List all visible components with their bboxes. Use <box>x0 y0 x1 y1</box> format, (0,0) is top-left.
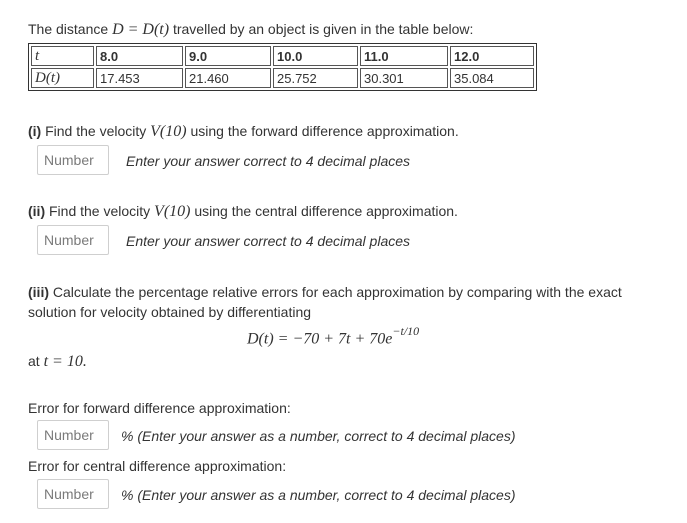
part2-math: V(10) <box>154 203 191 220</box>
d-value: 30.301 <box>360 68 448 88</box>
part1-text-after: using the forward difference approximation. <box>186 123 459 139</box>
row-label-d: D(t) <box>31 68 94 88</box>
table-row-t <box>31 46 534 66</box>
part2-question <box>28 203 458 221</box>
d-value: 17.453 <box>96 68 183 88</box>
d-value: 25.752 <box>273 68 358 88</box>
part2-text-after: using the central difference approximation. <box>190 203 458 219</box>
part3-line1-text: Calculate the percentage relative errors for each approximation by comparing with the exact <box>49 284 622 300</box>
part1-label: (i) <box>28 123 42 139</box>
part1-math: V(10) <box>150 123 187 140</box>
part1-question <box>28 123 459 141</box>
t-value: 8.0 <box>96 46 183 66</box>
intro-prefix: The distance <box>28 21 113 37</box>
part2-text-before: Find the velocity <box>45 203 155 219</box>
intro-suffix: travelled by an object is given in the table below: <box>169 21 474 37</box>
forward-error-label: Error for forward difference approximation: <box>28 400 291 416</box>
part3-line1 <box>28 284 622 300</box>
intro-text <box>28 21 473 39</box>
t-value: 12.0 <box>450 46 534 66</box>
part2-label: (ii) <box>28 203 46 219</box>
part1-text-before: Find the velocity <box>41 123 151 139</box>
row-label-t: t <box>31 46 94 66</box>
at-text: at <box>28 353 44 369</box>
table-row-d <box>31 68 534 88</box>
at-condition <box>28 353 87 371</box>
part3-label: (iii) <box>28 284 49 300</box>
part2-hint: Enter your answer correct to 4 decimal places <box>126 233 411 249</box>
formula <box>247 326 419 348</box>
velocity-forward-input[interactable] <box>37 145 109 175</box>
part1-hint: Enter your answer correct to 4 decimal places <box>126 153 411 169</box>
formula-exponent: −t/10 <box>392 324 420 338</box>
central-error-label: Error for central difference approximation: <box>28 458 287 474</box>
d-value: 21.460 <box>185 68 271 88</box>
formula-lhs: D(t) = −70 + 7t + 70e <box>247 330 393 348</box>
central-error-hint: % (Enter your answer as a number, correct to 4 decimal places) <box>121 487 516 503</box>
part3-line2: solution for velocity obtained by differentiating <box>28 304 312 320</box>
t-value: 9.0 <box>185 46 271 66</box>
t-value: 10.0 <box>273 46 358 66</box>
central-error-input[interactable] <box>37 479 109 509</box>
distance-table <box>28 43 537 91</box>
d-value: 35.084 <box>450 68 534 88</box>
velocity-central-input[interactable] <box>37 225 109 255</box>
t-value: 11.0 <box>360 46 448 66</box>
forward-error-input[interactable] <box>37 420 109 450</box>
forward-error-hint: % (Enter your answer as a number, correct to 4 decimal places) <box>121 428 516 444</box>
intro-math: D = D(t) <box>112 21 170 38</box>
at-math: t = 10. <box>43 353 87 370</box>
